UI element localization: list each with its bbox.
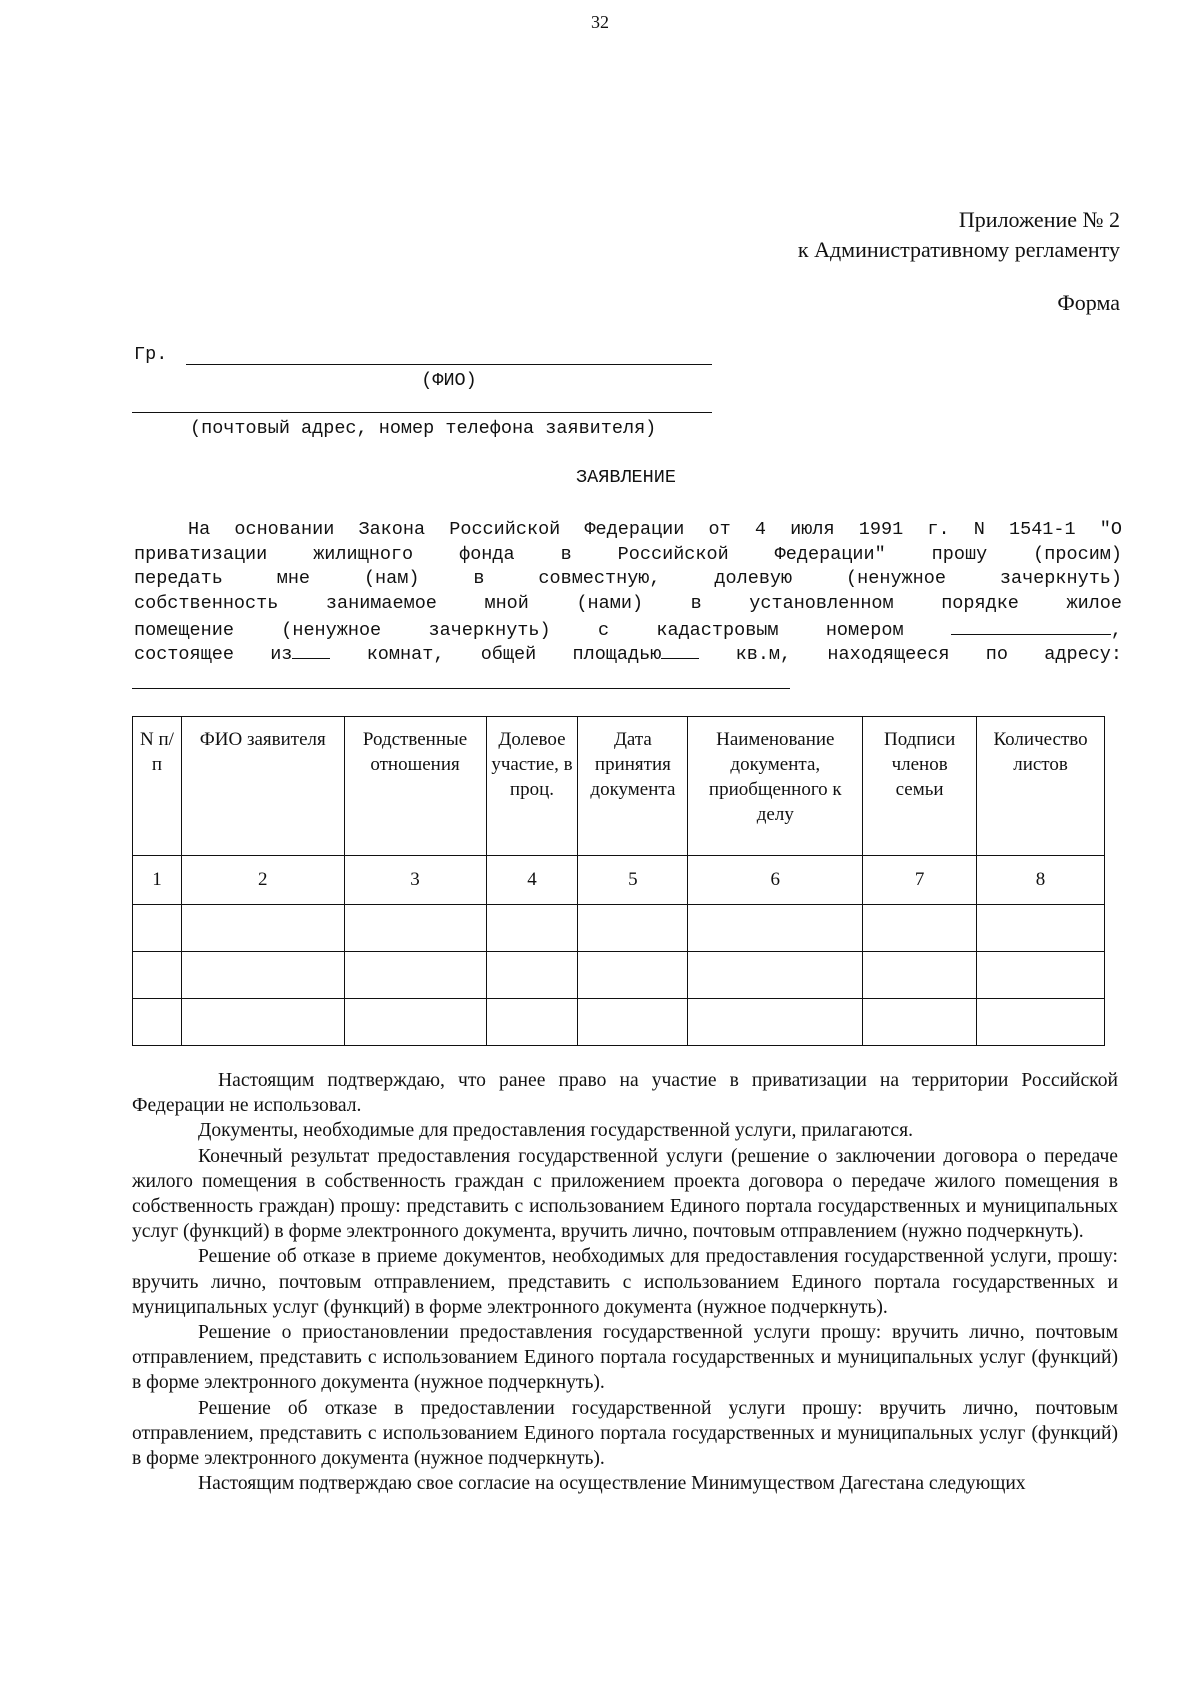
table-cell[interactable]	[181, 905, 344, 952]
statement-line: собственность занимаемое мной (нами) в установленном порядке жилое	[134, 593, 1122, 615]
table-cell[interactable]	[486, 952, 578, 999]
column-number: 5	[578, 856, 688, 905]
paragraph-confirmation: Настоящим подтверждаю, что ранее право на участие в приватизации на территории Российской Федерации не использовал.	[132, 1070, 1118, 1117]
table-cell[interactable]	[344, 952, 486, 999]
column-number: 7	[863, 856, 977, 905]
address-caption: (почтовый адрес, номер телефона заявителя)	[190, 418, 657, 439]
annex-header	[798, 205, 1120, 265]
table-cell[interactable]	[133, 952, 182, 999]
col-header-date: Дата принятия документа	[578, 717, 688, 856]
column-number: 2	[181, 856, 344, 905]
column-number-row	[133, 856, 1105, 905]
fio-caption: (ФИО)	[421, 370, 477, 391]
table-cell[interactable]	[977, 999, 1105, 1046]
table-cell[interactable]	[181, 999, 344, 1046]
column-number: 6	[688, 856, 863, 905]
paragraph-final-result: Конечный результат предоставления государственной услуги (решение о заключении договора о передаче жилого помещения в собственность граждан с приложением проекта договора о передаче жилого помещения в собственность граждан) прошу: представить с использованием Единого портала государственных и муниципальных услуг (функций) в форме электронного документа, вручить лично, почтовым отправлением (нужно подчеркнуть).	[132, 1145, 1118, 1243]
statement-line: На основании Закона Российской Федерации от 4 июля 1991 г. N 1541-1 "О	[188, 519, 1122, 540]
area-field[interactable]	[661, 641, 699, 659]
table-cell[interactable]	[486, 999, 578, 1046]
table-row	[133, 905, 1105, 952]
paragraph-refusal-service: Решение об отказе в предоставлении государственной услуги прошу: вручить лично, почтовым отправлением, представить с использованием Единого портала государственных и муниципальных услуг (функций) в форме электронного документа (нужное подчеркнуть).	[132, 1397, 1118, 1470]
column-number: 3	[344, 856, 486, 905]
table-row	[133, 952, 1105, 999]
statement-line-rooms	[134, 641, 1122, 666]
table-header-row	[133, 717, 1105, 856]
applicant-prefix: Гр.	[134, 344, 168, 365]
col-header-sheets: Количество листов	[977, 717, 1105, 856]
applicants-table	[132, 716, 1105, 1046]
table-cell[interactable]	[578, 905, 688, 952]
table-row	[133, 999, 1105, 1046]
table-cell[interactable]	[181, 952, 344, 999]
document-title: ЗАЯВЛЕНИЕ	[576, 467, 676, 488]
table-cell[interactable]	[486, 905, 578, 952]
cadastral-number-field[interactable]	[951, 617, 1111, 635]
rooms-label: состоящее из	[134, 644, 293, 666]
paragraph-refusal-acceptance: Решение об отказе в приеме документов, необходимых для предоставления государственной услуги, прошу: вручить лично, почтовым отправлением, представить с использованием Единого портала государственных и муниципальных услуг (функций) в форме электронного документа (нужное подчеркнуть).	[132, 1246, 1118, 1318]
annex-line-2: к Административному регламенту	[797, 237, 1120, 262]
statement-line: передать мне (нам) в совместную, долевую (ненужное зачеркнуть)	[134, 568, 1122, 590]
col-header-signatures: Подписи членов семьи	[863, 717, 977, 856]
table-cell[interactable]	[344, 999, 486, 1046]
table-cell[interactable]	[578, 999, 688, 1046]
col-header-document: Наименование документа, приобщенного к делу	[688, 717, 863, 856]
page-number: 32	[591, 12, 609, 32]
fio-line[interactable]	[186, 364, 712, 365]
table-cell[interactable]	[133, 999, 182, 1046]
paragraph-suspension: Решение о приостановлении предоставления государственной услуги прошу: вручить лично, почтовым отправлением, представить с использованием Единого портала государственных и муниципальных услуг (функций) в форме электронного документа (нужное подчеркнуть).	[132, 1322, 1118, 1394]
statement-body	[134, 518, 1122, 666]
column-number: 8	[977, 856, 1105, 905]
col-header-number: N п/п	[133, 717, 182, 856]
address-label: кв.м, находящееся по адресу:	[735, 644, 1122, 666]
table-cell[interactable]	[863, 999, 977, 1046]
table-cell[interactable]	[688, 999, 863, 1046]
statement-line: приватизации жилищного фонда в Российской Федерации" прошу (просим)	[134, 543, 1122, 565]
table-cell[interactable]	[344, 905, 486, 952]
cadastral-label: помещение (ненужное зачеркнуть) с кадастровым номером	[134, 619, 904, 641]
paragraph-consent: Настоящим подтверждаю свое согласие на осуществление Минимуществом Дагестана следующих	[198, 1473, 1026, 1495]
table-cell[interactable]	[863, 952, 977, 999]
statement-line-cadastral	[134, 617, 1122, 642]
table-cell[interactable]	[578, 952, 688, 999]
table-cell[interactable]	[133, 905, 182, 952]
cadastral-comma: ,	[1110, 619, 1122, 641]
col-header-share: Долевое участие, в проц.	[486, 717, 578, 856]
table-cell[interactable]	[977, 952, 1105, 999]
table-cell[interactable]	[688, 952, 863, 999]
address-line[interactable]	[132, 412, 712, 413]
closing-paragraphs	[132, 1068, 1118, 1496]
column-number: 1	[133, 856, 182, 905]
rooms-count-field[interactable]	[292, 641, 330, 659]
form-label: Форма	[1057, 290, 1120, 315]
annex-line-1: Приложение № 2	[958, 207, 1120, 232]
col-header-fio: ФИО заявителя	[181, 717, 344, 856]
table-cell[interactable]	[688, 905, 863, 952]
paragraph-documents: Документы, необходимые для предоставления государственной услуги, прилагаются.	[198, 1120, 914, 1142]
table-cell[interactable]	[863, 905, 977, 952]
column-number: 4	[486, 856, 578, 905]
col-header-relation: Родственные отношения	[344, 717, 486, 856]
property-address-line[interactable]	[132, 688, 790, 689]
table-cell[interactable]	[977, 905, 1105, 952]
area-label: комнат, общей площадью	[366, 644, 662, 666]
